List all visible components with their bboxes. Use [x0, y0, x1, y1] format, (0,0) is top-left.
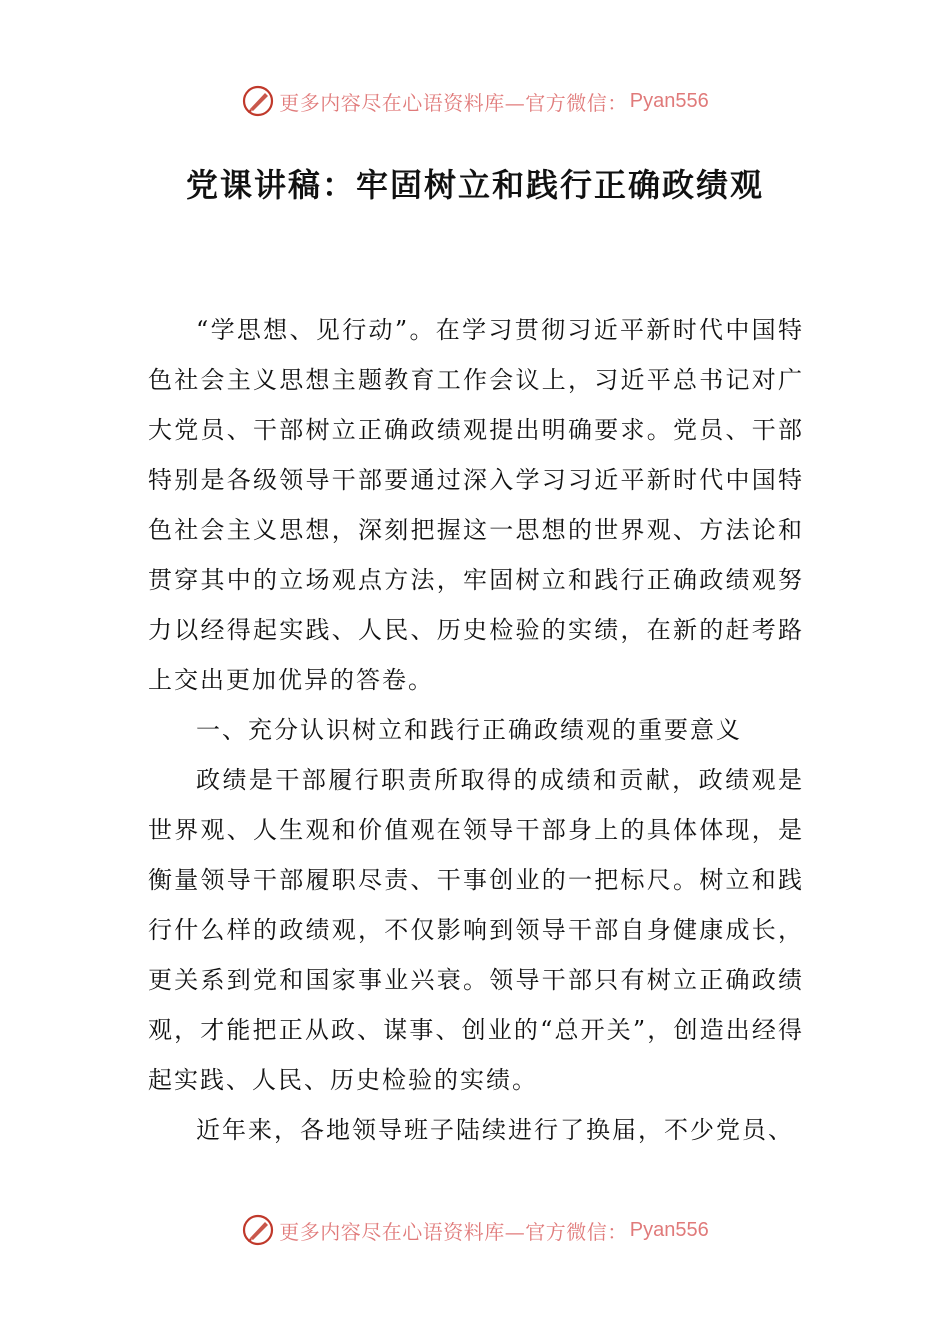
paragraph-intro: “学思想、见行动”。在学习贯彻习近平新时代中国特色社会主义思想主题教育工作会议上，习近平总书记对广大党员、干部树立正确政绩观提出明确要求。党员、干部特别是各级领导干部要通过深入学习习近平新时代中国特色社会主义思想，深刻把握这一思想的世界观、方法论和贯穿其中的立场观点方法，牢固树立和践行正确政绩观努力以经得起实践、人民、历史检验的实绩，在新的赶考路上交出更加优异的答卷。	[148, 316, 804, 694]
paragraph-significance: 政绩是干部履行职责所取得的成绩和贡献，政绩观是世界观、人生观和价值观在领导干部身上的具体体现，是衡量领导干部履职尽责、干事创业的一把标尺。树立和践行什么样的政绩观，不仅影响到领导干部自身健康成长，更关系到党和国家事业兴衰。领导干部只有树立正确政绩观，才能把正从政、谋事、创业的“总开关”，创造出经得起实践、人民、历史检验的实绩。	[148, 766, 804, 1094]
watermark-wechat-id: Pyan556	[629, 1218, 709, 1241]
watermark-text: 更多内容尽在心语资料库—官方微信：	[279, 90, 628, 115]
pen-logo-icon	[241, 1213, 275, 1247]
pen-logo-icon	[241, 84, 275, 118]
footer-watermark	[0, 1213, 950, 1247]
section-heading-1: 一、充分认识树立和践行正确政绩观的重要意义	[196, 716, 742, 744]
document-body	[148, 305, 804, 1155]
watermark-text: 更多内容尽在心语资料库—官方微信：	[279, 1219, 628, 1244]
paragraph-recent-years: 近年来，各地领导班子陆续进行了换届，不少党员、	[196, 1116, 794, 1144]
document-title: 党课讲稿：牢固树立和践行正确政绩观	[185, 166, 764, 204]
header-watermark	[0, 84, 950, 118]
watermark-wechat-id: Pyan556	[629, 89, 709, 112]
